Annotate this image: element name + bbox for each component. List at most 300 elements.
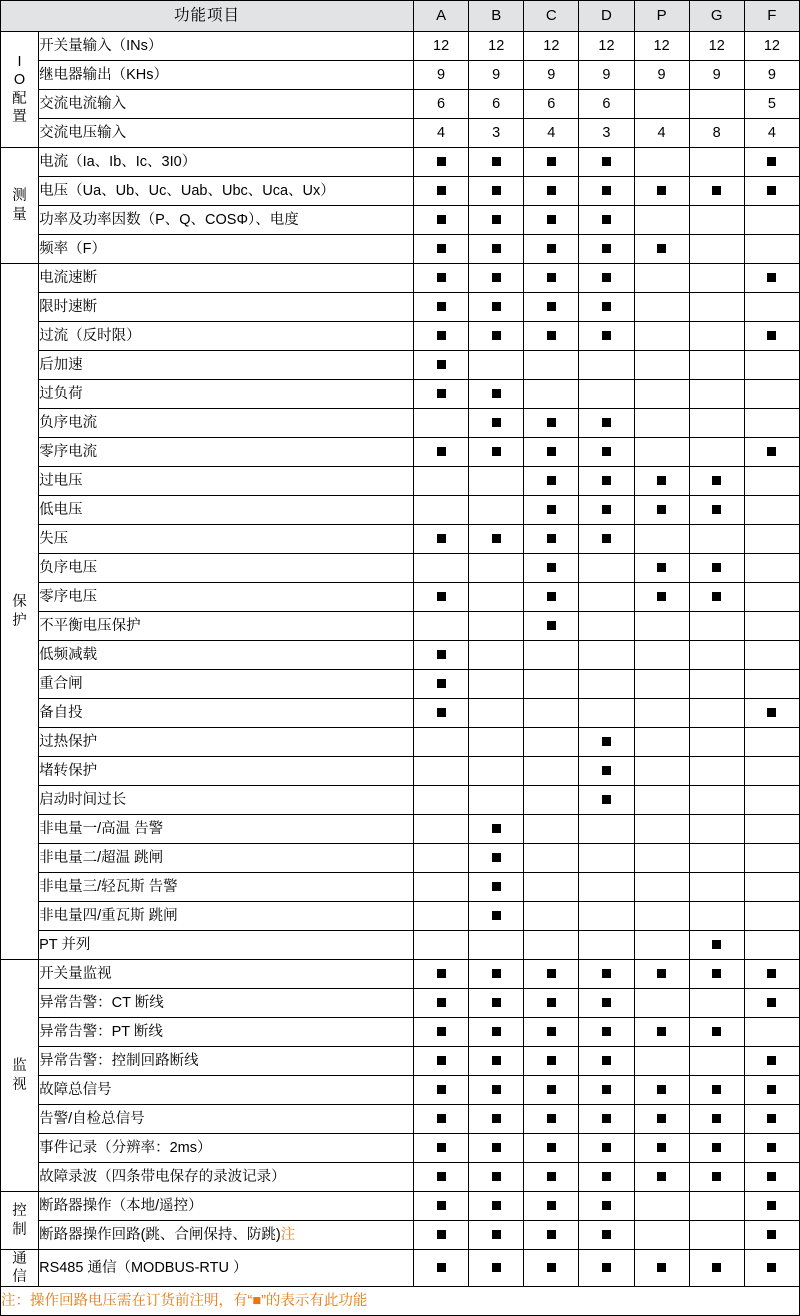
- cell-d: 6: [579, 90, 634, 119]
- cell-d: [579, 293, 634, 322]
- row-item-label: 过电压: [39, 467, 414, 496]
- cell-c: 9: [524, 61, 579, 90]
- filled-square-icon: [437, 244, 446, 253]
- cell-f: [744, 786, 799, 815]
- cell-c: [524, 844, 579, 873]
- row-item-label: 失压: [39, 525, 414, 554]
- cell-c: [524, 641, 579, 670]
- cell-a: 12: [414, 32, 469, 61]
- header-function-title: 功能项目: [1, 1, 414, 32]
- filled-square-icon: [767, 1143, 776, 1152]
- filled-square-icon: [437, 650, 446, 659]
- cell-g: [689, 438, 744, 467]
- cell-f: [744, 177, 799, 206]
- cell-g: [689, 525, 744, 554]
- filled-square-icon: [492, 998, 501, 1007]
- cell-g: [689, 409, 744, 438]
- filled-square-icon: [547, 157, 556, 166]
- cell-d: [579, 148, 634, 177]
- cell-g: [689, 902, 744, 931]
- filled-square-icon: [547, 331, 556, 340]
- cell-b: [469, 264, 524, 293]
- table-row: [1, 90, 800, 119]
- cell-f: [744, 264, 799, 293]
- cell-f: [744, 960, 799, 989]
- cell-f: 12: [744, 32, 799, 61]
- filled-square-icon: [602, 447, 611, 456]
- cell-d: [579, 699, 634, 728]
- cell-a: [414, 235, 469, 264]
- cell-f: [744, 1018, 799, 1047]
- cell-a: [414, 960, 469, 989]
- filled-square-icon: [602, 1172, 611, 1181]
- filled-square-icon: [547, 969, 556, 978]
- filled-square-icon: [437, 1114, 446, 1123]
- cell-g: [689, 960, 744, 989]
- table-row: [1, 1250, 800, 1287]
- header-model-c: C: [524, 1, 579, 32]
- filled-square-icon: [492, 882, 501, 891]
- cell-a: 4: [414, 119, 469, 148]
- table-row: [1, 409, 800, 438]
- cell-b: [469, 1192, 524, 1221]
- filled-square-icon: [547, 273, 556, 282]
- filled-square-icon: [547, 244, 556, 253]
- filled-square-icon: [712, 476, 721, 485]
- cell-c: [524, 554, 579, 583]
- table-row: [1, 119, 800, 148]
- cell-d: 12: [579, 32, 634, 61]
- cell-d: [579, 351, 634, 380]
- cell-c: [524, 1047, 579, 1076]
- cell-f: [744, 815, 799, 844]
- cell-d: 9: [579, 61, 634, 90]
- cell-p: [634, 612, 689, 641]
- cell-a: [414, 989, 469, 1018]
- cell-c: [524, 496, 579, 525]
- cell-g: [689, 786, 744, 815]
- cell-b: [469, 815, 524, 844]
- filled-square-icon: [547, 186, 556, 195]
- cell-c: [524, 1163, 579, 1192]
- cell-f: [744, 525, 799, 554]
- cell-g: [689, 322, 744, 351]
- cell-g: 9: [689, 61, 744, 90]
- table-row: [1, 670, 800, 699]
- filled-square-icon: [767, 1085, 776, 1094]
- row-item-label: 开关量输入（INs）: [39, 32, 414, 61]
- filled-square-icon: [437, 157, 446, 166]
- table-footer-row: [1, 1287, 800, 1316]
- cell-d: [579, 206, 634, 235]
- filled-square-icon: [602, 1027, 611, 1036]
- group-label-char: O: [13, 72, 26, 89]
- filled-square-icon: [547, 1263, 556, 1272]
- cell-g: [689, 1192, 744, 1221]
- cell-p: [634, 1076, 689, 1105]
- cell-a: [414, 844, 469, 873]
- filled-square-icon: [547, 621, 556, 630]
- cell-b: 6: [469, 90, 524, 119]
- cell-c: [524, 1134, 579, 1163]
- cell-c: [524, 206, 579, 235]
- cell-g: 8: [689, 119, 744, 148]
- cell-a: [414, 583, 469, 612]
- cell-c: [524, 902, 579, 931]
- cell-b: [469, 148, 524, 177]
- cell-b: 9: [469, 61, 524, 90]
- row-item-note-mark: 注: [280, 1226, 296, 1243]
- cell-p: [634, 467, 689, 496]
- cell-a: [414, 525, 469, 554]
- cell-c: [524, 786, 579, 815]
- filled-square-icon: [547, 1114, 556, 1123]
- cell-b: [469, 1221, 524, 1250]
- cell-b: [469, 583, 524, 612]
- cell-f: [744, 1221, 799, 1250]
- filled-square-icon: [767, 708, 776, 717]
- filled-square-icon: [602, 1201, 611, 1210]
- group-label: [1, 1250, 39, 1287]
- filled-square-icon: [437, 969, 446, 978]
- cell-b: [469, 554, 524, 583]
- table-row: [1, 235, 800, 264]
- cell-g: [689, 1134, 744, 1163]
- cell-f: [744, 844, 799, 873]
- cell-d: [579, 177, 634, 206]
- cell-p: [634, 351, 689, 380]
- filled-square-icon: [767, 273, 776, 282]
- filled-square-icon: [437, 302, 446, 311]
- filled-square-icon: [437, 186, 446, 195]
- table-row: [1, 1047, 800, 1076]
- filled-square-icon: [602, 1230, 611, 1239]
- cell-g: [689, 844, 744, 873]
- cell-c: [524, 438, 579, 467]
- cell-g: [689, 815, 744, 844]
- table-row: [1, 1018, 800, 1047]
- cell-f: [744, 612, 799, 641]
- group-label-char: 置: [12, 108, 27, 125]
- cell-b: [469, 757, 524, 786]
- cell-c: [524, 815, 579, 844]
- cell-p: [634, 206, 689, 235]
- group-label-char: 信: [12, 1269, 27, 1286]
- filled-square-icon: [602, 1114, 611, 1123]
- filled-square-icon: [492, 1201, 501, 1210]
- row-item-label: 电流速断: [39, 264, 414, 293]
- cell-f: [744, 293, 799, 322]
- cell-a: [414, 409, 469, 438]
- row-item-label: 过热保护: [39, 728, 414, 757]
- table-row: [1, 960, 800, 989]
- cell-d: [579, 1250, 634, 1287]
- cell-b: [469, 525, 524, 554]
- filled-square-icon: [547, 1230, 556, 1239]
- cell-b: [469, 699, 524, 728]
- cell-b: [469, 931, 524, 960]
- row-item-label: 交流电流输入: [39, 90, 414, 119]
- table-row: [1, 525, 800, 554]
- filled-square-icon: [767, 331, 776, 340]
- cell-d: [579, 583, 634, 612]
- filled-square-icon: [712, 1114, 721, 1123]
- cell-c: [524, 873, 579, 902]
- filled-square-icon: [602, 998, 611, 1007]
- cell-f: [744, 148, 799, 177]
- group-label-char: 护: [12, 612, 27, 629]
- cell-d: [579, 1018, 634, 1047]
- table-row: [1, 1134, 800, 1163]
- cell-p: [634, 873, 689, 902]
- cell-d: [579, 1134, 634, 1163]
- table-row: [1, 873, 800, 902]
- cell-p: [634, 641, 689, 670]
- filled-square-icon: [547, 1056, 556, 1065]
- filled-square-icon: [437, 215, 446, 224]
- cell-p: [634, 786, 689, 815]
- cell-g: [689, 496, 744, 525]
- group-label-char: I: [17, 54, 22, 71]
- cell-c: [524, 322, 579, 351]
- cell-p: [634, 931, 689, 960]
- row-item-label: 零序电压: [39, 583, 414, 612]
- filled-square-icon: [657, 969, 666, 978]
- cell-p: [634, 90, 689, 119]
- cell-d: [579, 322, 634, 351]
- filled-square-icon: [602, 737, 611, 746]
- cell-g: [689, 293, 744, 322]
- group-label-char: 制: [12, 1221, 27, 1238]
- cell-p: [634, 902, 689, 931]
- filled-square-icon: [767, 1201, 776, 1210]
- filled-square-icon: [547, 1027, 556, 1036]
- filled-square-icon: [492, 273, 501, 282]
- filled-square-icon: [712, 969, 721, 978]
- cell-f: [744, 467, 799, 496]
- row-item-label: [39, 1221, 414, 1250]
- filled-square-icon: [767, 1230, 776, 1239]
- row-item-label: 交流电压输入: [39, 119, 414, 148]
- cell-a: [414, 873, 469, 902]
- cell-c: [524, 728, 579, 757]
- cell-a: [414, 380, 469, 409]
- cell-f: [744, 1192, 799, 1221]
- filled-square-icon: [437, 592, 446, 601]
- cell-c: [524, 612, 579, 641]
- cell-d: [579, 496, 634, 525]
- cell-b: [469, 206, 524, 235]
- group-label-char: 通: [12, 1251, 27, 1267]
- filled-square-icon: [492, 215, 501, 224]
- filled-square-icon: [547, 1085, 556, 1094]
- cell-g: [689, 148, 744, 177]
- filled-square-icon: [437, 1085, 446, 1094]
- cell-f: [744, 496, 799, 525]
- row-item-label: 非电量三/轻瓦斯 告警: [39, 873, 414, 902]
- group-label: [1, 264, 39, 960]
- cell-a: [414, 1047, 469, 1076]
- cell-a: [414, 786, 469, 815]
- cell-g: [689, 1163, 744, 1192]
- filled-square-icon: [657, 1085, 666, 1094]
- row-item-label: 低电压: [39, 496, 414, 525]
- cell-d: [579, 757, 634, 786]
- cell-c: [524, 960, 579, 989]
- filled-square-icon: [492, 244, 501, 253]
- cell-b: [469, 293, 524, 322]
- cell-g: [689, 1221, 744, 1250]
- row-item-label: 低频减载: [39, 641, 414, 670]
- table-row: [1, 815, 800, 844]
- cell-b: [469, 409, 524, 438]
- row-item-label: 继电器输出（KHs）: [39, 61, 414, 90]
- cell-p: [634, 583, 689, 612]
- table-row: [1, 902, 800, 931]
- filled-square-icon: [547, 215, 556, 224]
- cell-p: [634, 1018, 689, 1047]
- cell-b: [469, 641, 524, 670]
- cell-g: [689, 90, 744, 119]
- group-label-char: 视: [12, 1076, 27, 1093]
- row-item-label: 非电量二/超温 跳闸: [39, 844, 414, 873]
- table-row: [1, 206, 800, 235]
- row-item-label: 功率及功率因数（P、Q、COSΦ）、电度: [39, 206, 414, 235]
- filled-square-icon: [767, 186, 776, 195]
- filled-square-icon: [547, 447, 556, 456]
- cell-b: [469, 322, 524, 351]
- row-item-label: 启动时间过长: [39, 786, 414, 815]
- row-item-label: 负序电压: [39, 554, 414, 583]
- cell-b: [469, 1250, 524, 1287]
- cell-a: [414, 612, 469, 641]
- filled-square-icon: [437, 679, 446, 688]
- cell-a: [414, 1192, 469, 1221]
- filled-square-icon: [657, 1143, 666, 1152]
- filled-square-icon: [547, 534, 556, 543]
- table-row: [1, 264, 800, 293]
- cell-g: [689, 235, 744, 264]
- filled-square-icon: [492, 186, 501, 195]
- filled-square-icon: [492, 534, 501, 543]
- cell-a: [414, 1076, 469, 1105]
- cell-p: [634, 1221, 689, 1250]
- cell-d: [579, 670, 634, 699]
- group-label: [1, 148, 39, 264]
- cell-p: 12: [634, 32, 689, 61]
- cell-d: [579, 989, 634, 1018]
- cell-d: [579, 1192, 634, 1221]
- group-label-char: 保: [12, 594, 27, 611]
- cell-g: [689, 380, 744, 409]
- cell-c: [524, 1105, 579, 1134]
- filled-square-icon: [492, 1114, 501, 1123]
- table-row: [1, 32, 800, 61]
- cell-a: 9: [414, 61, 469, 90]
- filled-square-icon: [492, 1056, 501, 1065]
- filled-square-icon: [657, 1263, 666, 1272]
- cell-f: [744, 438, 799, 467]
- header-model-g: G: [689, 1, 744, 32]
- row-item-label: 负序电流: [39, 409, 414, 438]
- table-row: [1, 351, 800, 380]
- filled-square-icon: [602, 505, 611, 514]
- cell-d: [579, 380, 634, 409]
- cell-a: [414, 699, 469, 728]
- cell-p: [634, 177, 689, 206]
- filled-square-icon: [437, 273, 446, 282]
- filled-square-icon: [712, 1085, 721, 1094]
- group-label-char: 控: [12, 1203, 27, 1220]
- cell-f: [744, 583, 799, 612]
- cell-d: [579, 786, 634, 815]
- row-item-label: PT 并列: [39, 931, 414, 960]
- cell-c: [524, 699, 579, 728]
- table-row: [1, 931, 800, 960]
- cell-d: [579, 815, 634, 844]
- filled-square-icon: [492, 1263, 501, 1272]
- cell-p: [634, 1105, 689, 1134]
- cell-b: [469, 989, 524, 1018]
- cell-f: [744, 728, 799, 757]
- cell-a: [414, 148, 469, 177]
- cell-b: 3: [469, 119, 524, 148]
- cell-f: [744, 1250, 799, 1287]
- filled-square-icon: [547, 418, 556, 427]
- cell-c: [524, 757, 579, 786]
- filled-square-icon: [437, 708, 446, 717]
- filled-square-icon: [767, 1172, 776, 1181]
- filled-square-icon: [492, 1230, 501, 1239]
- cell-b: [469, 670, 524, 699]
- cell-p: [634, 1134, 689, 1163]
- header-model-f: F: [744, 1, 799, 32]
- filled-square-icon: [602, 1085, 611, 1094]
- cell-g: [689, 1047, 744, 1076]
- cell-c: 4: [524, 119, 579, 148]
- filled-square-icon: [437, 447, 446, 456]
- cell-a: [414, 322, 469, 351]
- row-item-label: 零序电流: [39, 438, 414, 467]
- header-model-p: P: [634, 1, 689, 32]
- filled-square-icon: [657, 1114, 666, 1123]
- cell-a: [414, 1105, 469, 1134]
- cell-p: [634, 699, 689, 728]
- cell-g: [689, 1076, 744, 1105]
- filled-square-icon: [657, 476, 666, 485]
- cell-p: [634, 148, 689, 177]
- cell-c: [524, 264, 579, 293]
- row-item-label: 堵转保护: [39, 757, 414, 786]
- cell-f: [744, 989, 799, 1018]
- cell-c: [524, 525, 579, 554]
- filled-square-icon: [602, 1056, 611, 1065]
- cell-b: [469, 1018, 524, 1047]
- cell-b: [469, 960, 524, 989]
- cell-p: [634, 264, 689, 293]
- header-model-b: B: [469, 1, 524, 32]
- cell-b: [469, 380, 524, 409]
- cell-p: [634, 525, 689, 554]
- cell-b: [469, 1047, 524, 1076]
- filled-square-icon: [767, 998, 776, 1007]
- filled-square-icon: [657, 592, 666, 601]
- filled-square-icon: [712, 563, 721, 572]
- cell-g: [689, 728, 744, 757]
- cell-g: [689, 1105, 744, 1134]
- cell-f: [744, 1134, 799, 1163]
- filled-square-icon: [602, 331, 611, 340]
